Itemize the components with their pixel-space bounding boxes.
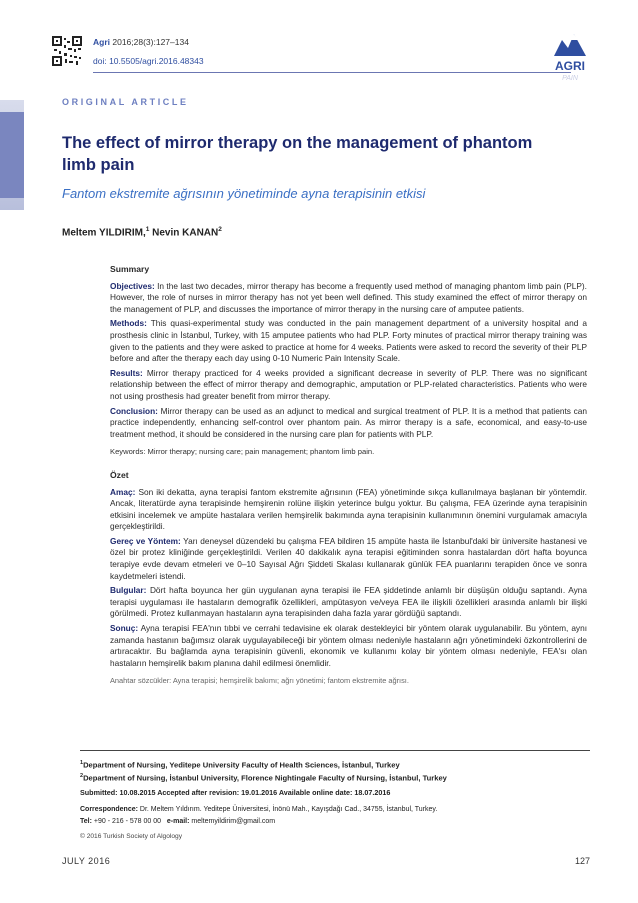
submission-dates: Submitted: 10.08.2015 Accepted after revision: 19.01.2016 Available online date: 18.07.2016 (80, 787, 391, 797)
page-number: 127 (575, 856, 591, 866)
ozet-heading: Özet (110, 469, 129, 480)
sonuc-label: Sonuç: (110, 623, 139, 634)
conclusion-label: Conclusion: (110, 405, 158, 416)
author-list (62, 226, 222, 238)
summary-results (110, 368, 587, 403)
bulgular-label: Bulgular: (110, 585, 147, 596)
decorative-side-band-dark (0, 112, 24, 198)
amac-label: Amaç: (110, 486, 136, 497)
doi-link[interactable]: doi: 10.5505/agri.2016.48343 (93, 56, 204, 66)
objectives-text: In the last two decades, mirror therapy has become a frequently used method of managing phantom limb pain (PLP). However, the role of nurses in mirror therapy has not yet been well defined. This study examined the effect of mirror therapy on the management of PLP, and discusses the importance of mirror therapy in the nursing care of amputee patients. (110, 280, 587, 314)
conclusion-text: Mirror therapy can be used as an adjunct to medical and surgical treatment of PLP. It is a method that patients can practice independently, enhancing self-control over phantom pain. As mirror therapy is a safe, economical, and easy-to-use treatment method, it should be considered in the nursing care plan for patients with PLP. (110, 405, 587, 439)
author-name: Meltem YILDIRIM, (62, 227, 146, 239)
author-affiliation-mark: 1 (145, 226, 150, 233)
gerec-label: Gereç ve Yöntem: (110, 535, 181, 546)
objectives-label: Objectives: (110, 280, 155, 291)
affiliation-text: Department of Nursing, Yeditepe University Faculty of Health Sciences, İstanbul, Turkey (83, 760, 400, 770)
ozet-amac (110, 487, 587, 533)
anahtar-sozcukler: Anahtar sözcükler: Ayna terapisi; hemşirelik bakımı; ağrı yönetimi; fantom ekstremite ağrısı. (110, 676, 409, 686)
correspondence-label: Correspondence: (80, 806, 138, 814)
author-name: Nevin KANAN (152, 227, 219, 239)
email-link[interactable]: meltemyildirim@gmail.com (191, 817, 276, 825)
journal-name: Agri (93, 37, 110, 47)
citation-volume: 2016;28(3):127–134 (112, 37, 189, 47)
summary-conclusion (110, 406, 587, 441)
results-label: Results: (110, 367, 143, 378)
methods-label: Methods: (110, 318, 147, 329)
tel-number: +90 - 216 - 578 00 00 (93, 817, 162, 825)
gerec-text: Yarı deneysel düzendeki bu çalışma FEA bildiren 15 ampüte hasta ile İstanbul'daki bir üniversite hastanesi ve özel bir protez kliniğinde gerçekleştirildi. Verilen 40 dakikalık ayna terapisi eğitiminden sonra hastalardan dört hafta boyunca terapiye evde devam etmeleri ve 0–10 Sayısal Ağrı Şiddeti Skalası kullanarak günlük FEA puanlarını terapiden önce ve sonra kaydetmeleri istendi. (110, 535, 587, 581)
summary-objectives (110, 281, 587, 316)
journal-logo (548, 26, 592, 82)
affiliation-mark: 2 (80, 772, 84, 779)
affiliation-text: Department of Nursing, İstanbul University, Florence Nightingale Faculty of Nursing, İstanbul, Turkey (83, 773, 447, 783)
email-label: e-mail: (166, 817, 190, 825)
svg-text:PAIN: PAIN (562, 75, 578, 82)
correspondence-address: Dr. Meltem Yıldırım. Yeditepe Üniversitesi, İnönü Mah., Kayışdağı Cad., 34755, İstanbul, Turkey. (139, 806, 438, 814)
ozet-gerec (110, 536, 587, 582)
abstract-block (110, 264, 587, 690)
keywords: Keywords: Mirror therapy; nursing care; pain management; phantom limb pain. (110, 447, 375, 457)
summary-heading: Summary (110, 264, 150, 274)
footer-divider (80, 750, 590, 751)
correspondence (80, 804, 590, 815)
tel-label: Tel: (80, 817, 92, 825)
qr-code-icon (52, 36, 82, 66)
journal-citation (93, 37, 189, 47)
header-divider (93, 72, 571, 73)
issue-month: JULY 2016 (62, 856, 111, 866)
affiliation-2 (80, 771, 590, 784)
results-text: Mirror therapy practiced for 4 weeks provided a significant decrease in severity of PLP. There was no significant relationship between the effect of mirror therapy and demographic, amputation or PLP-related characteristics. Patients who were not using prosthesis had greater benefit from mirror therapy. (110, 367, 587, 401)
affiliation-mark: 1 (80, 760, 84, 766)
section-label: ORIGINAL ARTICLE (62, 97, 189, 107)
author-affiliation-mark: 2 (218, 226, 222, 233)
affiliation-1 (80, 758, 590, 771)
sonuc-text: Ayna terapisi FEA'nın tıbbi ve cerrahi tedavisine ek olarak destekleyici bir yöntem olarak uygulanabilir. Bu yöntem, aynı zamanda hastanın bağımsız olarak uygulayabileceği bir yöntem olması nedeniyle hastaların ağrı yönetimindeki özkontrollerini de artıracaktır. Bu bağlamda ayna terapisinin güvenli, ekonomik ve kullanımı kolay bir yöntem olması nedeniyle, FEA'sı olan hastaların hemşirelik bakım planına dahil edilmesi önemlidir. (110, 623, 587, 668)
summary-methods (110, 318, 587, 364)
copyright: © 2016 Turkish Society of Algology (80, 833, 182, 841)
ozet-sonuc (110, 623, 587, 669)
svg-text:AGRI: AGRI (555, 59, 585, 73)
article-subtitle-turkish: Fantom ekstremite ağrısının yönetiminde ayna terapisinin etkisi (62, 186, 426, 201)
footer-block (80, 758, 590, 843)
contact-line (80, 816, 590, 827)
article-title: The effect of mirror therapy on the management of phantom limb pain (62, 134, 533, 174)
bulgular-text: Dört hafta boyunca her gün uygulanan ayna terapisi ile FEA şiddetinde anlamlı bir düşüşün olduğu saptandı. Ayna terapisi uygulaması ile hastaların demografik özellikleri, ampütasyon ve/veya FEA ile ilişkili özellikleri arasında anlamlı bir ilişki görülmedi. Protez kullanmayan hastaların ayna terapisinden daha fazla yarar gördüğü saptandı. (110, 585, 587, 619)
ozet-bulgular (110, 585, 587, 620)
amac-text: Son iki dekatta, ayna terapisi fantom ekstremite ağrısının (FEA) yönetiminde sıkça kullanılmaya başlanan bir yöntemdir. Ancak, literatürde ayna terapisinde hemşirenin rolüne ilişkin yeterince bulgu yoktur. Bu çalışma, FEA üzerinde ayna terapisinin etkisini incelemek ve ampüte hastalara verilen hemşirelik bakımında ayna terapisinin kullanımının önemini vurgulamak amacıyla gerçekleştirildi. (110, 486, 587, 532)
methods-text: This quasi-experimental study was conducted in the pain management department of a university hospital and a prosthesis clinic in İstanbul, Turkey, with 15 amputee patients who had PLP. Forty minutes of practical mirror therapy training was given to the patients and they were asked to practice at home for 4 weeks. Patients were asked to record the severity of their PLP before and after the therapy each day using 0-10 Numeric Pain Intensity Scale. (110, 318, 588, 364)
